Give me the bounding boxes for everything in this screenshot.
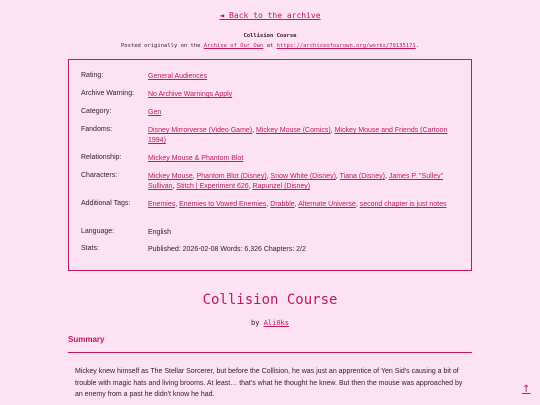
meta-tag-link[interactable]: Enemies to Vowed Enemies — [179, 201, 267, 208]
meta-characters — [81, 172, 461, 192]
meta-language — [81, 228, 461, 238]
stats-value: Published: 2026-02-08 Words: 6,326 Chapters: 2/2 — [148, 246, 306, 253]
fandoms-label: Fandoms: — [81, 126, 113, 133]
meta-tag-link[interactable]: second chapter is just notes — [359, 201, 447, 208]
relationship-label: Relationship: — [81, 154, 122, 161]
meta-tag-link[interactable]: Mickey Mouse (Comics) — [256, 127, 331, 134]
meta-tag-link[interactable]: Mickey Mouse — [148, 173, 193, 180]
language-label: Language: — [81, 228, 115, 235]
posted-prefix: Posted originally on the — [120, 43, 201, 49]
archive-link[interactable]: Archive of Our Own — [203, 43, 264, 49]
meta-warning — [81, 90, 461, 100]
meta-rating — [81, 72, 461, 82]
meta-tag-link[interactable]: James P. "Sulley" Sullivan — [148, 173, 444, 190]
header-title: Collision Course — [243, 33, 297, 39]
summary-divider — [68, 352, 472, 353]
meta-tag-link[interactable]: Alternate Universe — [298, 201, 356, 208]
byline — [0, 319, 540, 327]
meta-tag-link[interactable]: General Audiences — [148, 73, 208, 80]
summary-text: Mickey knew himself as The Stellar Sorcerer, but before the Collision, he was just an apprentice of Yen Sid's causing a bit of trouble with magic hats and living brooms. At least… that's what he thought he knew. But then the mouse was approached by an enemy from a past he didn't know he had. — [75, 368, 463, 398]
scroll-to-top-icon[interactable]: ↑ — [522, 384, 531, 395]
language-value: English — [148, 229, 171, 236]
meta-stats — [81, 245, 461, 255]
stats-label: Stats: — [81, 245, 99, 252]
meta-tag-link[interactable]: Gen — [148, 109, 162, 116]
category-label: Category: — [81, 108, 112, 115]
byline-prefix: by — [251, 319, 260, 327]
warning-label: Archive Warning: — [81, 90, 135, 97]
meta-tag-link[interactable]: Enemies — [148, 201, 176, 208]
meta-category — [81, 108, 461, 118]
posted-at: at — [266, 43, 274, 49]
posted-period: . — [415, 43, 420, 49]
meta-tag-link[interactable]: Snow White (Disney) — [270, 173, 336, 180]
meta-tag-link[interactable]: Stitch | Experiment 626 — [176, 183, 249, 190]
meta-fandoms — [81, 126, 461, 146]
relationship-values — [148, 154, 461, 164]
work-url-link[interactable]: https://archiveofourown.org/works/79135171 — [276, 43, 416, 49]
characters-label: Characters: — [81, 172, 118, 179]
work-metadata — [68, 59, 472, 271]
meta-relationship — [81, 154, 461, 164]
tags-label: Additional Tags: — [81, 200, 131, 207]
rating-label: Rating: — [81, 72, 104, 79]
rating-values — [148, 72, 461, 82]
work-title: Collision Course — [202, 292, 338, 308]
back-to-archive-link[interactable]: ◄ Back to the archive — [219, 11, 321, 20]
meta-tag-link[interactable]: Disney Mirrorverse (Video Game) — [148, 127, 253, 134]
meta-tag-link[interactable]: Rapunzel (Disney) — [252, 183, 311, 190]
meta-tag-link[interactable]: Mickey Mouse and Friends (Cartoon 1994) — [148, 127, 448, 144]
characters-values: Mickey Mouse, Phantom Blot (Disney), Snow White (Disney), Tiana (Disney), James P. "Sulley" Sullivan, Stitch | Experiment 626, Rapunzel (Disney) — [148, 173, 444, 190]
fandoms-values: Disney Mirrorverse (Video Game), Mickey Mouse (Comics), Mickey Mouse and Friends (Cartoon 1994) — [148, 127, 448, 144]
meta-tag-link[interactable]: Phantom Blot (Disney) — [196, 173, 267, 180]
meta-tag-link[interactable]: Drabble — [270, 201, 295, 208]
tags-values: Enemies, Enemies to Vowed Enemies, Drabble, Alternate Universe, second chapter is just notes — [148, 201, 447, 208]
posted-line — [0, 43, 540, 49]
author-link[interactable]: Ali0ks — [263, 319, 289, 327]
meta-tags — [81, 200, 461, 210]
meta-tag-link[interactable]: Tiana (Disney) — [339, 173, 385, 180]
category-values — [148, 108, 461, 118]
warning-values — [148, 90, 461, 100]
summary-heading: Summary — [68, 335, 105, 344]
meta-tag-link[interactable]: No Archive Warnings Apply — [148, 91, 233, 98]
meta-tag-link[interactable]: Mickey Mouse & Phantom Blot — [148, 155, 244, 162]
